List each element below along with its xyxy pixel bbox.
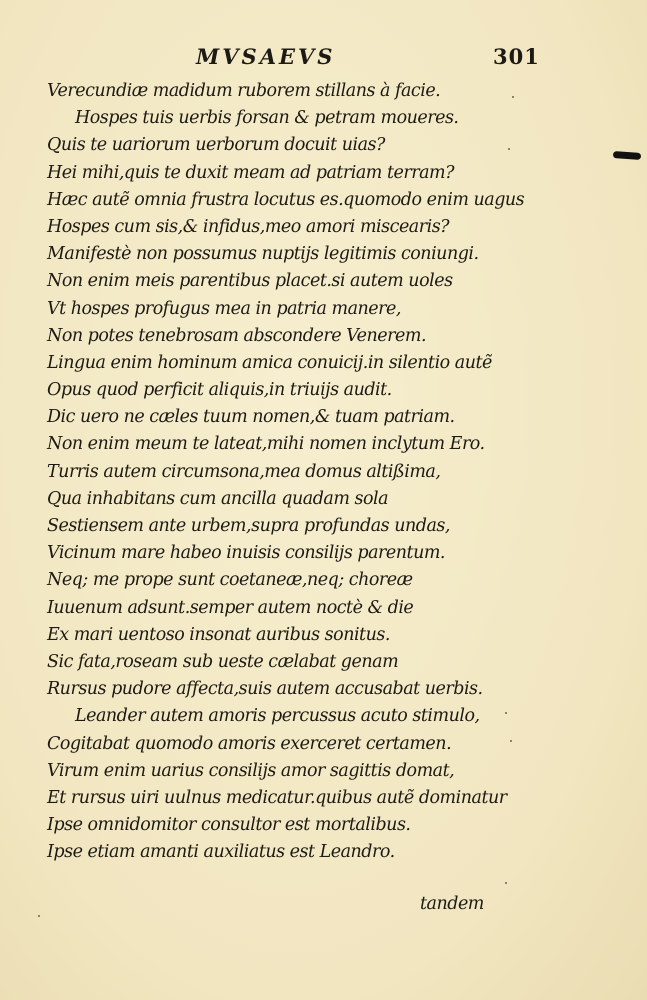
verse-line: Rursus pudore affecta,suis autem accusabat uerbis. [47,679,483,700]
verse-line: Quis te uariorum uerborum docuit uias? [47,135,385,156]
paper-speck [512,96,514,98]
verse-line: Hæc autẽ omnia frustra locutus es.quomodo enim uagus [47,189,525,210]
verse-line: Neq; me prope sunt coetaneæ,neq; choreæ [47,570,413,591]
verse-line: Hospes cum sis,& infidus,meo amori miscearis? [47,216,450,237]
verse-line: Vicinum mare habeo inuisis consilijs parentum. [47,543,445,564]
verse-line: Lingua enim hominum amica conuicij.in silentio autẽ [47,352,492,373]
verse-line: Turris autem circumsona,mea domus altißima, [47,461,441,482]
verse-line: Virum enim uarius consilijs amor sagittis domat, [47,760,455,781]
catchword: tandem [420,894,484,914]
verse-line: Ex mari uentoso insonat auribus sonitus. [47,624,390,645]
verse-line: Hei mihi,quis te duxit meam ad patriam terram? [47,162,454,183]
verse-line: Non enim meum te lateat,mihi nomen inclytum Ero. [47,434,485,455]
running-head [0,44,647,74]
verse-line: Cogitabat quomodo amoris exerceret certamen. [47,733,452,754]
paper-speck [508,148,510,150]
verse-line: Verecundiæ madidum ruborem stillans à facie. [47,81,441,101]
verse-line: Hospes tuis uerbis forsan & petram moueres. [75,108,459,129]
verse-line: Leander autem amoris percussus acuto stimulo, [75,706,480,727]
verse-line: Sic fata,roseam sub ueste cælabat genam [47,651,399,672]
verse-line: Iuuenum adsunt.semper autem noctè & die [47,597,414,618]
verse-line: Non enim meis parentibus placet.si autem uoles [47,271,453,292]
verse-line: Ipse omnidomitor consultor est mortalibus. [47,815,411,836]
paper-speck [38,915,40,917]
verse-line: Et rursus uiri uulnus medicatur.quibus autẽ dominatur [47,787,507,808]
verse-line: Opus quod perficit aliquis,in triuijs audit. [47,380,392,401]
verse-line: Ipse etiam amanti auxiliatus est Leandro. [47,842,395,863]
page-number: 301 [493,44,540,69]
verse-line: Sestiensem ante urbem,supra profundas undas, [47,516,450,536]
verse-line: Manifestè non possumus nuptijs legitimis coniungi. [47,244,479,265]
paper-speck [505,712,507,714]
paper-speck [510,740,512,742]
verse-line: Non potes tenebrosam abscondere Venerem. [47,325,427,346]
verse-line: Vt hospes profugus mea in patria manere, [47,298,401,319]
verse-line: Dic uero ne cæles tuum nomen,& tuam patriam. [47,407,455,428]
paper-speck [505,882,507,884]
verse-text [0,78,647,866]
running-title: MVSAEVS [196,44,336,69]
verse-line: Qua inhabitans cum ancilla quadam sola [47,488,389,509]
